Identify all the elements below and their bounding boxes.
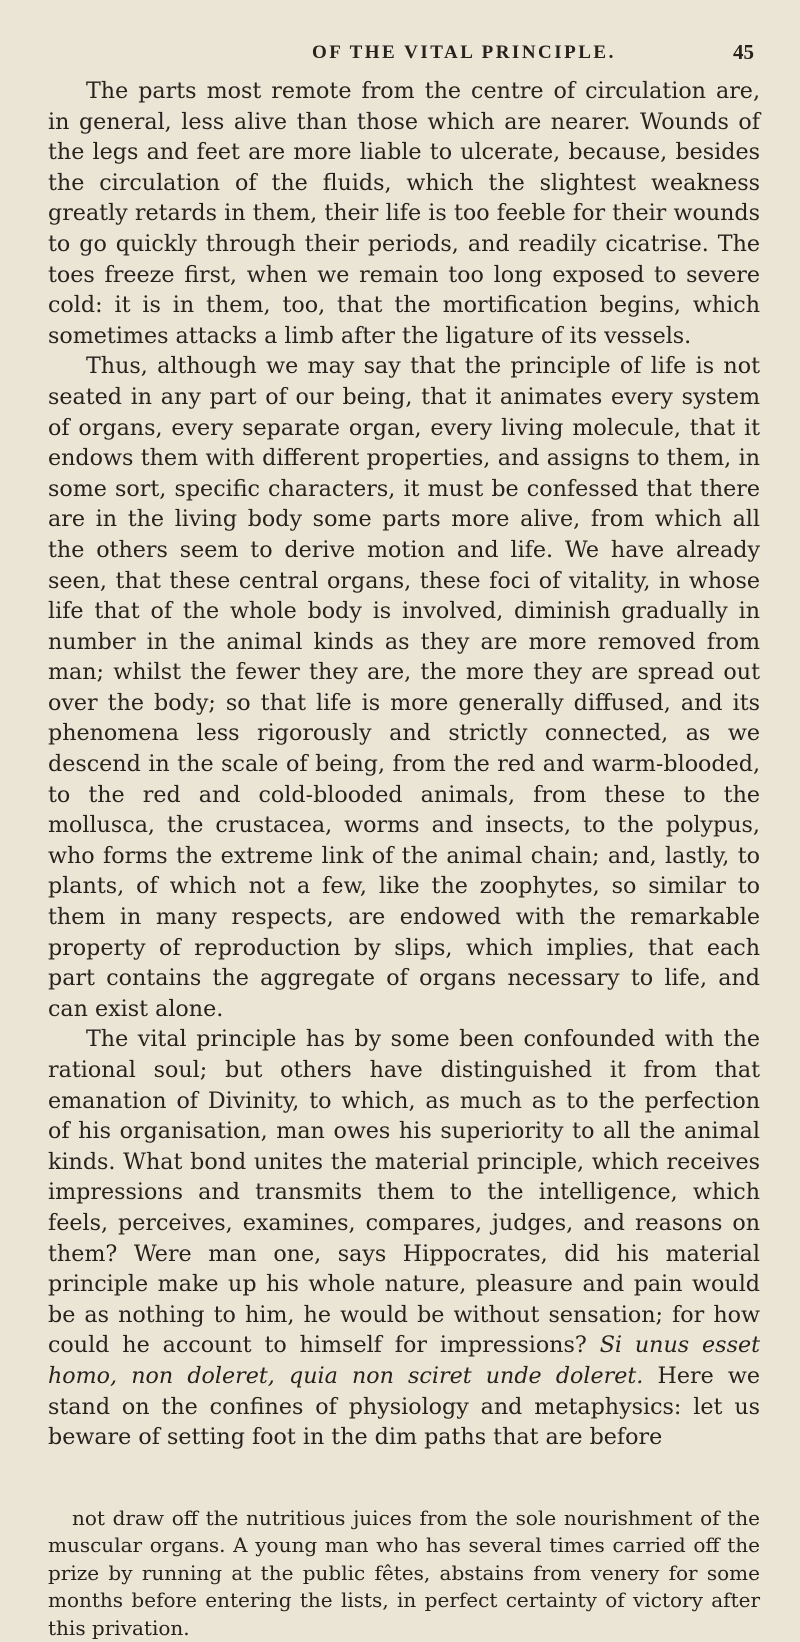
paragraph-3 xyxy=(48,1024,760,1452)
paragraph-1: The parts most remote from the centre of circulation are, in general, less alive than those which are nearer. Wounds of the legs and feet are more liable to ulcerate, because, besides the circulation of the fluids, which the slightest weakness greatly retards in them, their life is too feeble for their wounds to go quickly through their periods, and readily cicatrise. The toes freeze first, when we remain too long exposed to severe cold: it is in them, too, that the mortification begins, which sometimes attacks a limb after the ligature of its vessels. xyxy=(48,78,760,349)
footnote xyxy=(48,1505,760,1642)
paragraph-3-continuation: Here we stand on the confines of physiology and metaphysics: let us beware of setting foot in the dim paths that are before xyxy=(48,1362,760,1451)
running-head xyxy=(48,42,760,76)
latin-quotation: Si unus esset homo, non doleret, quia non sciret unde doleret. xyxy=(48,1332,761,1389)
body-text xyxy=(48,76,760,1453)
paragraph-2: Thus, although we may say that the principle of life is not seated in any part of our being, that it animates every system of organs, every separate organ, every living molecule, that it endows them with different properties, and assigns to them, in some sort, specific characters, it must be confessed that there are in the living body some parts more alive, from which all the others seem to derive motion and life. We have already seen, that these central organs, these foci of vitality, in whose life that of the whole body is involved, diminish gradually in number in the animal kinds as they are more removed from man; whilst the fewer they are, the more they are spread out over the body; so that life is more generally diffused, and its phenomena less rigorously and strictly connected, as we descend in the scale of being, from the red and warm-blooded, to the red and cold-blooded animals, from these to the mollusca, the crustacea, worms and insects, to the polypus, who forms the extreme link of the animal chain; and, lastly, to plants, of which not a few, like the zoophytes, so similar to them in many respects, are endowed with the remarkable property of reproduction by slips, which implies, that each part contains the aggregate of organs necessary to life, and can exist alone. xyxy=(48,353,760,1022)
page-number: 45 xyxy=(733,40,754,64)
paragraph-3-text: The vital principle has by some been confounded with the rational soul; but others have distinguished it from that emanation of Divinity, to which, as much as to the perfection of his organisation, man owes his superiority to all the animal kinds. What bond unites the material principle, which receives impressions and transmits them to the intelligence, which feels, perceives, examines, compares, judges, and reasons on them? Were man one, says Hippocrates, did his material principle make up his whole nature, pleasure and pain would be as nothing to him, he would be without sensation; for how could he account to himself for impressions? xyxy=(48,1026,760,1359)
running-title: OF THE VITAL PRINCIPLE. xyxy=(312,42,616,63)
footnote-text: not draw off the nutritious juices from the sole nourishment of the muscular organs. A young man who has several times carried off the prize by running at the public fêtes, abstains from venery for some months before entering the lists, in perfect certainty of victory after this privation. xyxy=(48,1505,760,1640)
